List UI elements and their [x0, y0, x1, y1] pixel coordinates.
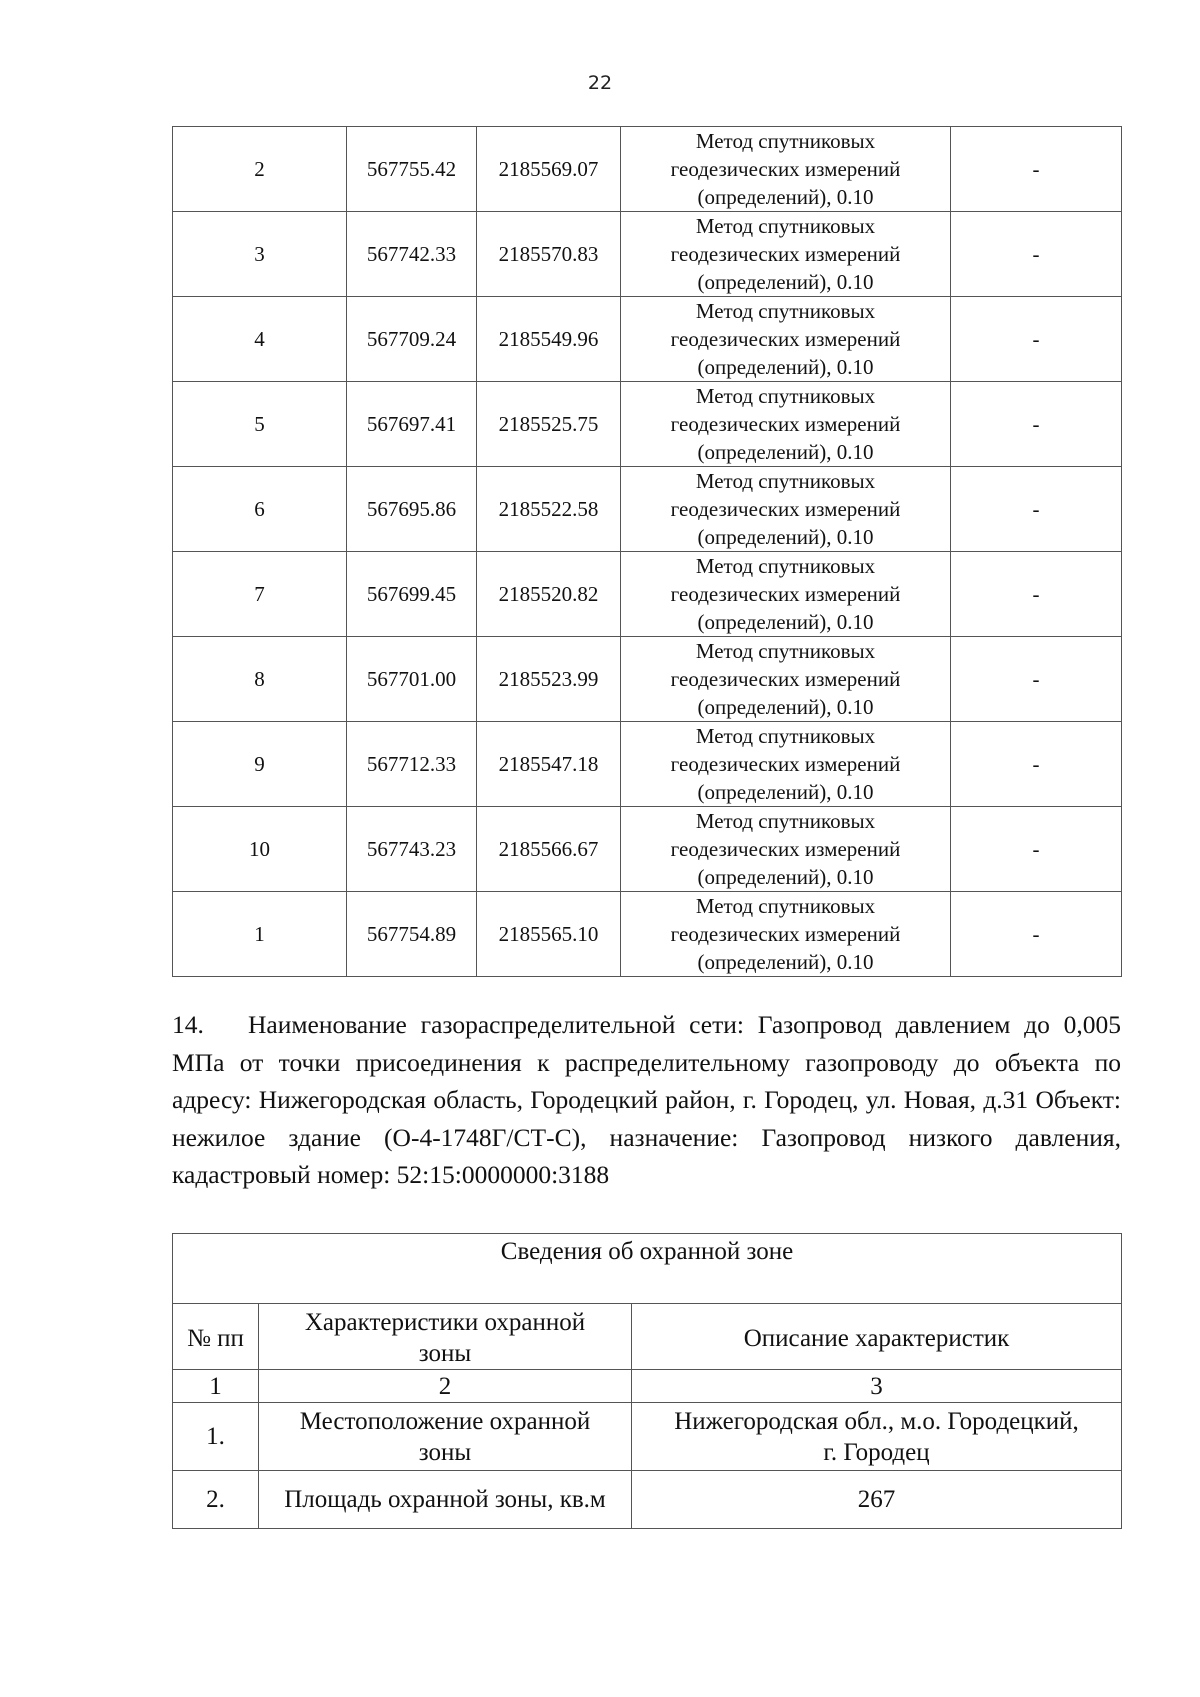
table-row	[173, 637, 1122, 722]
coordinate-x: 567701.00	[347, 637, 477, 722]
method-cell	[621, 892, 951, 977]
section-text: Наименование газораспределительной сети: Газопровод давлением до 0,005 МПа от точки присоединения к распределительному газопроводу до объекта по адресу: Нижегородская область, Городецкий район, г. Городец, ул. Новая, д.31 Объект: нежилое здание (О-4-1748Г/СТ-С), назначение: Газопровод низкого давления, кадастровый номер: 52:15:0000000:3188	[172, 1010, 1121, 1189]
point-number: 9	[173, 722, 347, 807]
method-line: Метод спутниковых	[695, 894, 876, 918]
description-cell: -	[951, 722, 1122, 807]
method-line: геодезических измерений	[670, 327, 901, 351]
method-line: геодезических измерений	[670, 497, 901, 521]
row-characteristic-line: зоны	[418, 1438, 472, 1466]
row-characteristic	[259, 1403, 632, 1471]
table-row	[173, 892, 1122, 977]
method-line: геодезических измерений	[670, 157, 901, 181]
row-value-line: 267	[857, 1486, 896, 1513]
point-number: 1	[173, 892, 347, 977]
point-number: 7	[173, 552, 347, 637]
table-row	[173, 722, 1122, 807]
point-number: 8	[173, 637, 347, 722]
method-line: (определений), 0.10	[697, 695, 874, 719]
header-characteristics	[259, 1304, 632, 1370]
coordinates-table	[172, 126, 1122, 977]
method-line: (определений), 0.10	[697, 525, 874, 549]
row-value	[632, 1471, 1122, 1529]
method-line: (определений), 0.10	[697, 440, 874, 464]
method-line: геодезических измерений	[670, 837, 901, 861]
coordinate-x: 567754.89	[347, 892, 477, 977]
method-line: (определений), 0.10	[697, 950, 874, 974]
description-cell: -	[951, 382, 1122, 467]
method-line: Метод спутниковых	[695, 809, 876, 833]
table-row	[173, 467, 1122, 552]
description-cell: -	[951, 297, 1122, 382]
table-row	[173, 212, 1122, 297]
protection-zone-table	[172, 1233, 1122, 1529]
row-num: 1.	[173, 1403, 259, 1471]
coordinate-y: 2185569.07	[477, 127, 621, 212]
method-line: геодезических измерений	[670, 752, 901, 776]
method-line: геодезических измерений	[670, 922, 901, 946]
method-cell	[621, 382, 951, 467]
row-num: 2.	[173, 1471, 259, 1529]
table-row	[173, 382, 1122, 467]
method-line: геодезических измерений	[670, 582, 901, 606]
method-line: (определений), 0.10	[697, 355, 874, 379]
description-cell: -	[951, 467, 1122, 552]
method-line: геодезических измерений	[670, 242, 901, 266]
row-characteristic-line: Площадь охранной зоны, кв.м	[284, 1486, 606, 1513]
point-number: 5	[173, 382, 347, 467]
coordinate-y: 2185566.67	[477, 807, 621, 892]
method-cell	[621, 637, 951, 722]
coordinate-x: 567742.33	[347, 212, 477, 297]
method-line: Метод спутниковых	[695, 554, 876, 578]
method-cell	[621, 212, 951, 297]
row-value	[632, 1403, 1122, 1471]
coordinate-y: 2185520.82	[477, 552, 621, 637]
method-line: Метод спутниковых	[695, 724, 876, 748]
header-description: Описание характеристик	[632, 1304, 1122, 1370]
coordinate-y: 2185565.10	[477, 892, 621, 977]
method-line: геодезических измерений	[670, 667, 901, 691]
table-row	[173, 1471, 1122, 1529]
method-line: геодезических измерений	[670, 412, 901, 436]
header-characteristics-line: зоны	[418, 1340, 472, 1367]
method-cell	[621, 552, 951, 637]
method-line: Метод спутниковых	[695, 469, 876, 493]
coordinate-x: 567755.42	[347, 127, 477, 212]
table-row	[173, 297, 1122, 382]
table-row	[173, 807, 1122, 892]
point-number: 3	[173, 212, 347, 297]
header-characteristics-line: Характеристики охранной	[304, 1309, 586, 1336]
coordinate-x: 567695.86	[347, 467, 477, 552]
coordinate-x: 567709.24	[347, 297, 477, 382]
method-line: (определений), 0.10	[697, 865, 874, 889]
method-line: (определений), 0.10	[697, 185, 874, 209]
section-14	[172, 1006, 1121, 1194]
row-characteristic-line: Местоположение охранной	[299, 1407, 591, 1435]
method-line: (определений), 0.10	[697, 610, 874, 634]
method-line: (определений), 0.10	[697, 270, 874, 294]
description-cell: -	[951, 892, 1122, 977]
coordinate-x: 567697.41	[347, 382, 477, 467]
row-value-line: г. Городец	[823, 1438, 930, 1466]
description-cell: -	[951, 807, 1122, 892]
column-number: 1	[173, 1370, 259, 1403]
method-cell	[621, 297, 951, 382]
coordinate-y: 2185523.99	[477, 637, 621, 722]
method-line: Метод спутниковых	[695, 129, 876, 153]
table-row	[173, 552, 1122, 637]
coordinate-y: 2185570.83	[477, 212, 621, 297]
point-number: 2	[173, 127, 347, 212]
zone-table-title: Сведения об охранной зоне	[173, 1234, 1122, 1304]
column-number: 2	[259, 1370, 632, 1403]
method-line: Метод спутниковых	[695, 214, 876, 238]
method-cell	[621, 467, 951, 552]
coordinate-x: 567712.33	[347, 722, 477, 807]
table-row	[173, 127, 1122, 212]
method-line: Метод спутниковых	[695, 639, 876, 663]
header-num: № пп	[173, 1304, 259, 1370]
coordinate-y: 2185549.96	[477, 297, 621, 382]
row-value-line: Нижегородская обл., м.о. Городецкий,	[674, 1407, 1079, 1435]
point-number: 10	[173, 807, 347, 892]
method-cell	[621, 722, 951, 807]
coordinate-x: 567743.23	[347, 807, 477, 892]
method-line: (определений), 0.10	[697, 780, 874, 804]
method-line: Метод спутниковых	[695, 384, 876, 408]
description-cell: -	[951, 637, 1122, 722]
description-cell: -	[951, 127, 1122, 212]
coordinate-y: 2185522.58	[477, 467, 621, 552]
column-number: 3	[632, 1370, 1122, 1403]
method-line: Метод спутниковых	[695, 299, 876, 323]
coordinate-y: 2185547.18	[477, 722, 621, 807]
table-row	[173, 1403, 1122, 1471]
point-number: 4	[173, 297, 347, 382]
point-number: 6	[173, 467, 347, 552]
coordinate-x: 567699.45	[347, 552, 477, 637]
row-characteristic	[259, 1471, 632, 1529]
coordinate-y: 2185525.75	[477, 382, 621, 467]
method-cell	[621, 807, 951, 892]
page-number: 22	[587, 72, 613, 94]
description-cell: -	[951, 212, 1122, 297]
method-cell	[621, 127, 951, 212]
section-number: 14.	[172, 1010, 204, 1039]
description-cell: -	[951, 552, 1122, 637]
